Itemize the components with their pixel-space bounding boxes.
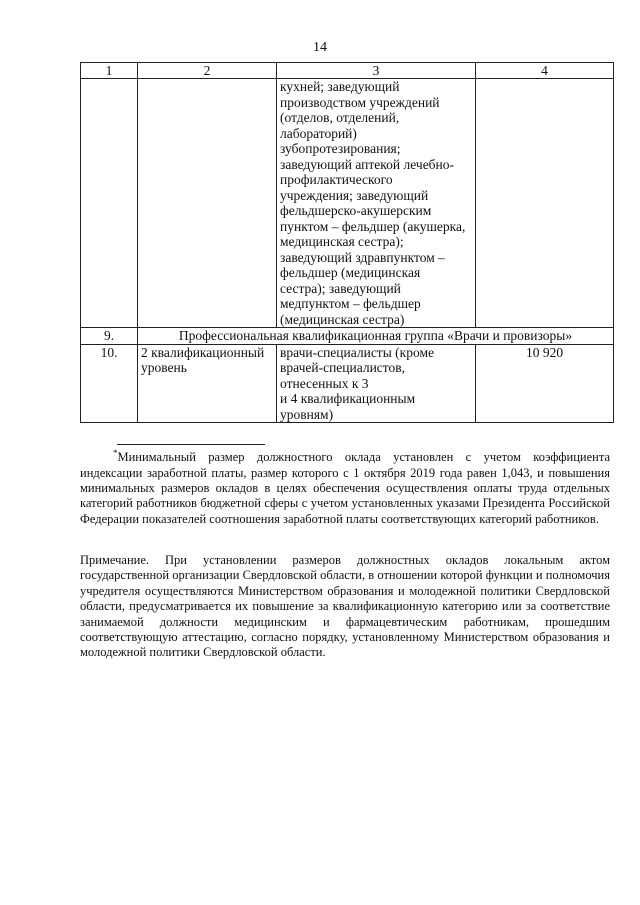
positions-line: пунктом – фельдшер (акушерка,: [280, 218, 466, 234]
footnote-divider: [117, 444, 265, 445]
positions-line: учреждения; заведующий: [280, 187, 429, 203]
positions-line: (отделов, отделений,: [280, 110, 400, 125]
positions-line: врачи-специалисты (кроме: [280, 344, 434, 360]
salary-cell: [476, 79, 614, 328]
column-header: 3: [277, 63, 476, 79]
table-header-row: [81, 63, 614, 79]
positions-line: заведующий аптекой лечебно-: [280, 156, 455, 172]
table-row: [81, 344, 614, 423]
positions-line: сестра); заведующий: [280, 280, 401, 296]
positions-cell: [277, 79, 476, 328]
positions-line: медпунктом – фельдшер: [280, 296, 421, 311]
level-line: 2 квалификационный: [141, 344, 265, 360]
row-number-cell: 10.: [81, 344, 138, 423]
positions-line: фельдшерско-акушерским: [280, 203, 432, 218]
qualification-level-cell: [138, 344, 277, 423]
positions-line: отнесенных к 3: [280, 375, 369, 391]
table-row: [81, 79, 614, 328]
row-number-cell: 9.: [81, 328, 138, 345]
qualification-level-cell: [138, 79, 277, 328]
level-line: уровень: [141, 360, 187, 375]
salary-cell: 10 920: [476, 344, 614, 423]
positions-line: производством учреждений: [280, 94, 440, 110]
positions-line: (медицинская сестра): [280, 311, 405, 327]
footnote: [80, 446, 610, 527]
row-number-cell: [81, 79, 138, 328]
positions-line: заведующий здравпунктом –: [280, 249, 445, 265]
footnote-text: Минимальный размер должностного оклада установлен с учетом коэффициента индексации заработной платы, размер которого с 1 октября 2019 года равен 1,043, и повышения минимальных размеров окладов в целях обеспечения осуществления оплаты труда отдельных категорий работников бюджетной сферы с учетом установленных указами Президента Российской Федерации показателей соотношения заработной платы соответствующих категорий работников.: [80, 450, 610, 526]
positions-cell: [277, 344, 476, 423]
salary-table: [80, 62, 614, 423]
group-title-cell: Профессиональная квалификационная группа «Врачи и провизоры»: [138, 328, 614, 345]
positions-line: врачей-специалистов,: [280, 360, 406, 375]
column-header: 4: [476, 63, 614, 79]
positions-line: фельдшер (медицинская: [280, 265, 421, 280]
positions-line: кухней; заведующий: [280, 79, 400, 94]
note-paragraph: Примечание. При установлении размеров должностных окладов локальным актом государственной организации Свердловской области, в отношении которой функции и полномочия учредителя осуществляются Министерством образования и молодежной политики Свердловской области, предусматривается их повышение за квалификационную категорию или за соответствие занимаемой должности медицинским и фармацевтическим работникам, прошедшим соответствующую аттестацию, согласно порядку, установленному Министерством образования и молодежной политики Свердловской области.: [80, 553, 610, 660]
footnote-marker: *: [113, 448, 118, 458]
page-number: 14: [313, 40, 327, 55]
positions-line: уровням): [280, 406, 334, 422]
positions-line: лабораторий): [280, 125, 357, 141]
column-header: 1: [81, 63, 138, 79]
table-row-group: [81, 328, 614, 345]
positions-line: зубопротезирования;: [280, 141, 401, 156]
column-header: 2: [138, 63, 277, 79]
positions-line: и 4 квалификационным: [280, 391, 416, 406]
positions-line: профилактического: [280, 172, 393, 187]
positions-line: медицинская сестра);: [280, 234, 404, 249]
